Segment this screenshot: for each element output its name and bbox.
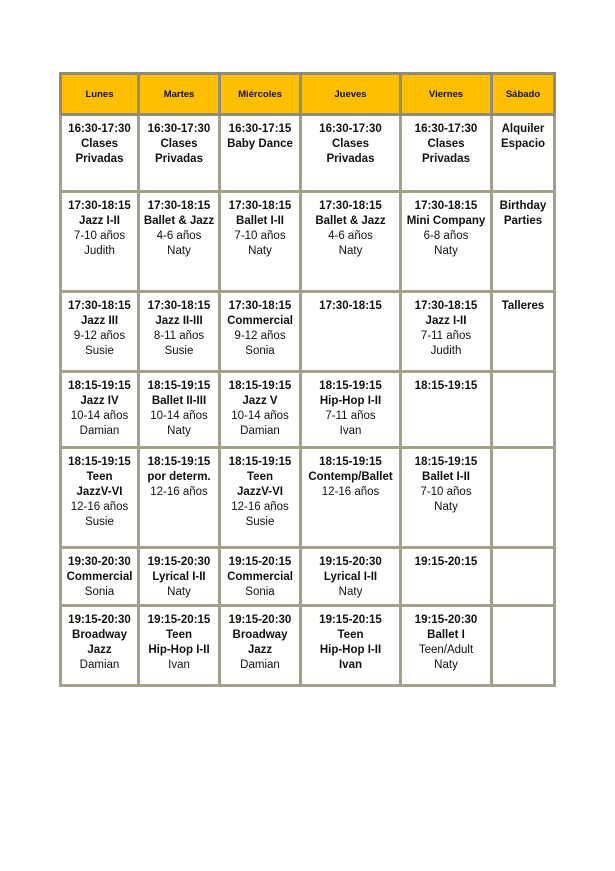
schedule-cell [301,372,401,448]
cell-primary-line: 17:30-18:15 [414,200,478,212]
cell-line: Teen [86,471,113,483]
cell-primary-line: 17:30-18:15 [68,200,131,212]
schedule-row [61,448,555,548]
cell-line: Teen [166,629,192,641]
cell-line: Naty [167,245,191,257]
cell-line: Jazz V [242,395,278,407]
cell-line: Clases [80,138,119,150]
cell-primary-line: 18:15-19:15 [414,456,478,468]
cell-line: Jazz IV [80,395,119,407]
cell-line: JazzV-VI [76,486,123,498]
schedule-cell [492,292,555,372]
schedule-cell [401,192,492,292]
cell-line: Clases [160,138,198,150]
cell-line: Jazz II-III [155,315,203,327]
schedule-cell [492,548,555,606]
schedule-cell [139,115,220,192]
cell-line: Commercial [66,571,133,583]
cell-line: Damian [240,659,280,671]
schedule-cell [401,292,492,372]
cell-line: 7-11 años [325,410,376,422]
cell-primary-line: 18:15-19:15 [147,380,211,392]
cell-line: Susie [164,345,194,357]
schedule-cell [220,115,301,192]
cell-line: Jazz I-II [425,315,467,327]
cell-line: Sonia [245,345,275,357]
cell-line: Jazz [87,644,112,656]
cell-primary-line: 19:30-20:30 [68,556,131,568]
day-header-sabado: Sábado [492,74,555,115]
cell-primary-line: 19:15-20:15 [319,614,382,626]
cell-line: Naty [434,659,458,671]
schedule-cell [301,292,401,372]
cell-line: Naty [434,501,458,513]
cell-line: Susie [85,516,114,528]
schedule-cell [139,372,220,448]
schedule-cell [61,448,139,548]
cell-line: 12-16 años [321,486,380,498]
cell-primary-line: 16:30-17:15 [228,123,292,135]
class-schedule-table [59,72,556,687]
cell-line: Ivan [168,659,190,671]
cell-primary-line: Birthday [499,200,547,212]
cell-line: Privadas [422,153,470,165]
cell-line: Ivan [338,659,362,671]
cell-primary-line: 18:15-19:15 [228,456,292,468]
schedule-cell [61,115,139,192]
cell-line: Hip-Hop I-II [319,644,382,656]
schedule-cell [301,192,401,292]
schedule-cell [492,192,555,292]
schedule-row [61,606,555,686]
cell-primary-line: 17:30-18:15 [319,200,382,212]
cell-line: Privadas [75,153,124,165]
cell-primary-line: 19:15-20:30 [147,556,211,568]
cell-primary-line: 17:30-18:15 [68,300,131,312]
cell-line: Sonia [245,586,275,598]
cell-line: Ballet I [427,629,465,641]
cell-primary-line: Talleres [501,300,545,312]
cell-line: Hip-Hop I-II [148,644,210,656]
cell-line: Naty [434,245,458,257]
schedule-cell [492,372,555,448]
cell-primary-line: Alquiler [501,123,545,135]
cell-primary-line: 18:15-19:15 [147,456,211,468]
cell-line: Broadway [232,629,288,641]
schedule-cell [301,115,401,192]
cell-line: Naty [338,245,363,257]
schedule-cell [220,192,301,292]
cell-line: 9-12 años [234,330,286,342]
schedule-row [61,372,555,448]
cell-line: Sonia [84,586,115,598]
cell-line: Clases [427,138,465,150]
cell-line: Privadas [326,153,375,165]
cell-primary-line: 19:15-20:15 [414,556,478,568]
cell-line: Teen [337,629,364,641]
cell-primary-line: 19:15-20:30 [319,556,382,568]
schedule-cell [301,548,401,606]
cell-primary-line: 17:30-18:15 [228,300,292,312]
cell-primary-line: 19:15-20:30 [228,614,292,626]
schedule-cell [61,548,139,606]
day-header-jueves: Jueves [301,74,401,115]
cell-line: 4-6 años [328,230,373,242]
cell-line: Naty [167,586,191,598]
schedule-cell [139,606,220,686]
schedule-body [61,115,555,686]
cell-primary-line: 18:15-19:15 [68,380,131,392]
cell-line: Jazz [247,644,273,656]
schedule-cell [61,372,139,448]
schedule-cell [401,372,492,448]
cell-line: Teen/Adult [418,644,474,656]
cell-line: Mini Company [406,215,486,227]
cell-line: Damian [79,425,120,437]
cell-line: 6-8 años [423,230,469,242]
cell-line: Naty [338,586,363,598]
cell-line: 12-16 años [70,501,129,513]
schedule-cell [61,292,139,372]
schedule-cell [139,548,220,606]
schedule-cell [301,448,401,548]
cell-line: Jazz III [80,315,119,327]
header-row [61,74,555,115]
cell-line: Ballet I-II [422,471,470,483]
cell-primary-line: 17:30-18:15 [414,300,478,312]
day-header-lunes: Lunes [61,74,139,115]
schedule-row [61,292,555,372]
schedule-cell [220,372,301,448]
schedule-cell [492,115,555,192]
cell-primary-line: 18:15-19:15 [319,380,382,392]
cell-line: 8-11 años [153,330,205,342]
cell-primary-line: 18:15-19:15 [319,456,382,468]
cell-primary-line: 16:30-17:30 [147,123,211,135]
cell-line: por determ. [147,471,211,483]
day-header-miercoles: Miércoles [220,74,301,115]
cell-primary-line: 16:30-17:30 [68,123,131,135]
day-header-viernes: Viernes [401,74,492,115]
cell-line: Ballet & Jazz [143,215,215,227]
cell-primary-line: 17:30-18:15 [228,200,292,212]
cell-line: Susie [245,516,275,528]
schedule-cell [139,292,220,372]
cell-line: Ballet & Jazz [315,215,386,227]
cell-primary-line: 18:15-19:15 [228,380,292,392]
cell-primary-line: 17:30-18:15 [147,200,211,212]
cell-line: Broadway [72,629,127,641]
schedule-cell [492,448,555,548]
cell-line: Parties [503,215,543,227]
cell-line: Teen [247,471,273,483]
cell-line: Baby Dance [227,138,293,150]
cell-line: Ballet I-II [236,215,284,227]
cell-primary-line: 17:30-18:15 [147,300,211,312]
cell-line: Contemp/Ballet [308,471,393,483]
schedule-cell [61,606,139,686]
schedule-cell [220,448,301,548]
cell-line: Ivan [339,425,362,437]
cell-line: Clases [331,138,370,150]
cell-line: 7-10 años [73,230,126,242]
cell-line: 9-12 años [73,330,126,342]
cell-line: Privadas [155,153,203,165]
cell-primary-line: 17:30-18:15 [319,300,382,312]
schedule-cell [401,548,492,606]
schedule-cell [139,448,220,548]
schedule-row [61,115,555,192]
cell-line: Naty [167,425,191,437]
cell-line: Susie [85,345,114,357]
cell-line: Lyrical I-II [152,571,206,583]
cell-line: Damian [240,425,280,437]
cell-line: 10-14 años [231,410,289,422]
schedule-cell [401,448,492,548]
cell-line: Damian [79,659,120,671]
schedule-cell [139,192,220,292]
cell-line: Ballet II-III [151,395,207,407]
cell-line: Judith [430,345,462,357]
cell-line: Commercial [227,571,293,583]
cell-primary-line: 19:15-20:15 [147,614,211,626]
cell-line: Commercial [227,315,293,327]
cell-line: 10-14 años [150,410,208,422]
cell-line: 10-14 años [70,410,129,422]
cell-line: 7-10 años [420,486,472,498]
schedule-cell [220,606,301,686]
day-header-martes: Martes [139,74,220,115]
schedule-cell [492,606,555,686]
schedule-row [61,192,555,292]
cell-primary-line: 18:15-19:15 [68,456,131,468]
cell-line: Naty [248,245,272,257]
cell-primary-line: 18:15-19:15 [414,380,478,392]
schedule-cell [401,606,492,686]
schedule-cell [61,192,139,292]
cell-primary-line: 19:15-20:30 [414,614,478,626]
cell-line: 7-10 años [234,230,286,242]
cell-primary-line: 19:15-20:30 [68,614,131,626]
cell-line: 7-11 años [420,330,472,342]
cell-line: Espacio [500,138,546,150]
schedule-cell [301,606,401,686]
cell-line: Lyrical I-II [323,571,378,583]
cell-line: 12-16 años [231,501,289,513]
cell-line: 4-6 años [156,230,202,242]
cell-primary-line: 16:30-17:30 [414,123,478,135]
cell-primary-line: 16:30-17:30 [319,123,382,135]
schedule-cell [220,292,301,372]
cell-line: JazzV-VI [236,486,284,498]
cell-line: 12-16 años [150,486,208,498]
schedule-row [61,548,555,606]
schedule-cell [401,115,492,192]
cell-primary-line: 19:15-20:15 [228,556,292,568]
schedule-cell [220,548,301,606]
cell-line: Judith [84,245,115,257]
cell-line: Jazz I-II [79,215,120,227]
cell-line: Hip-Hop I-II [319,395,382,407]
